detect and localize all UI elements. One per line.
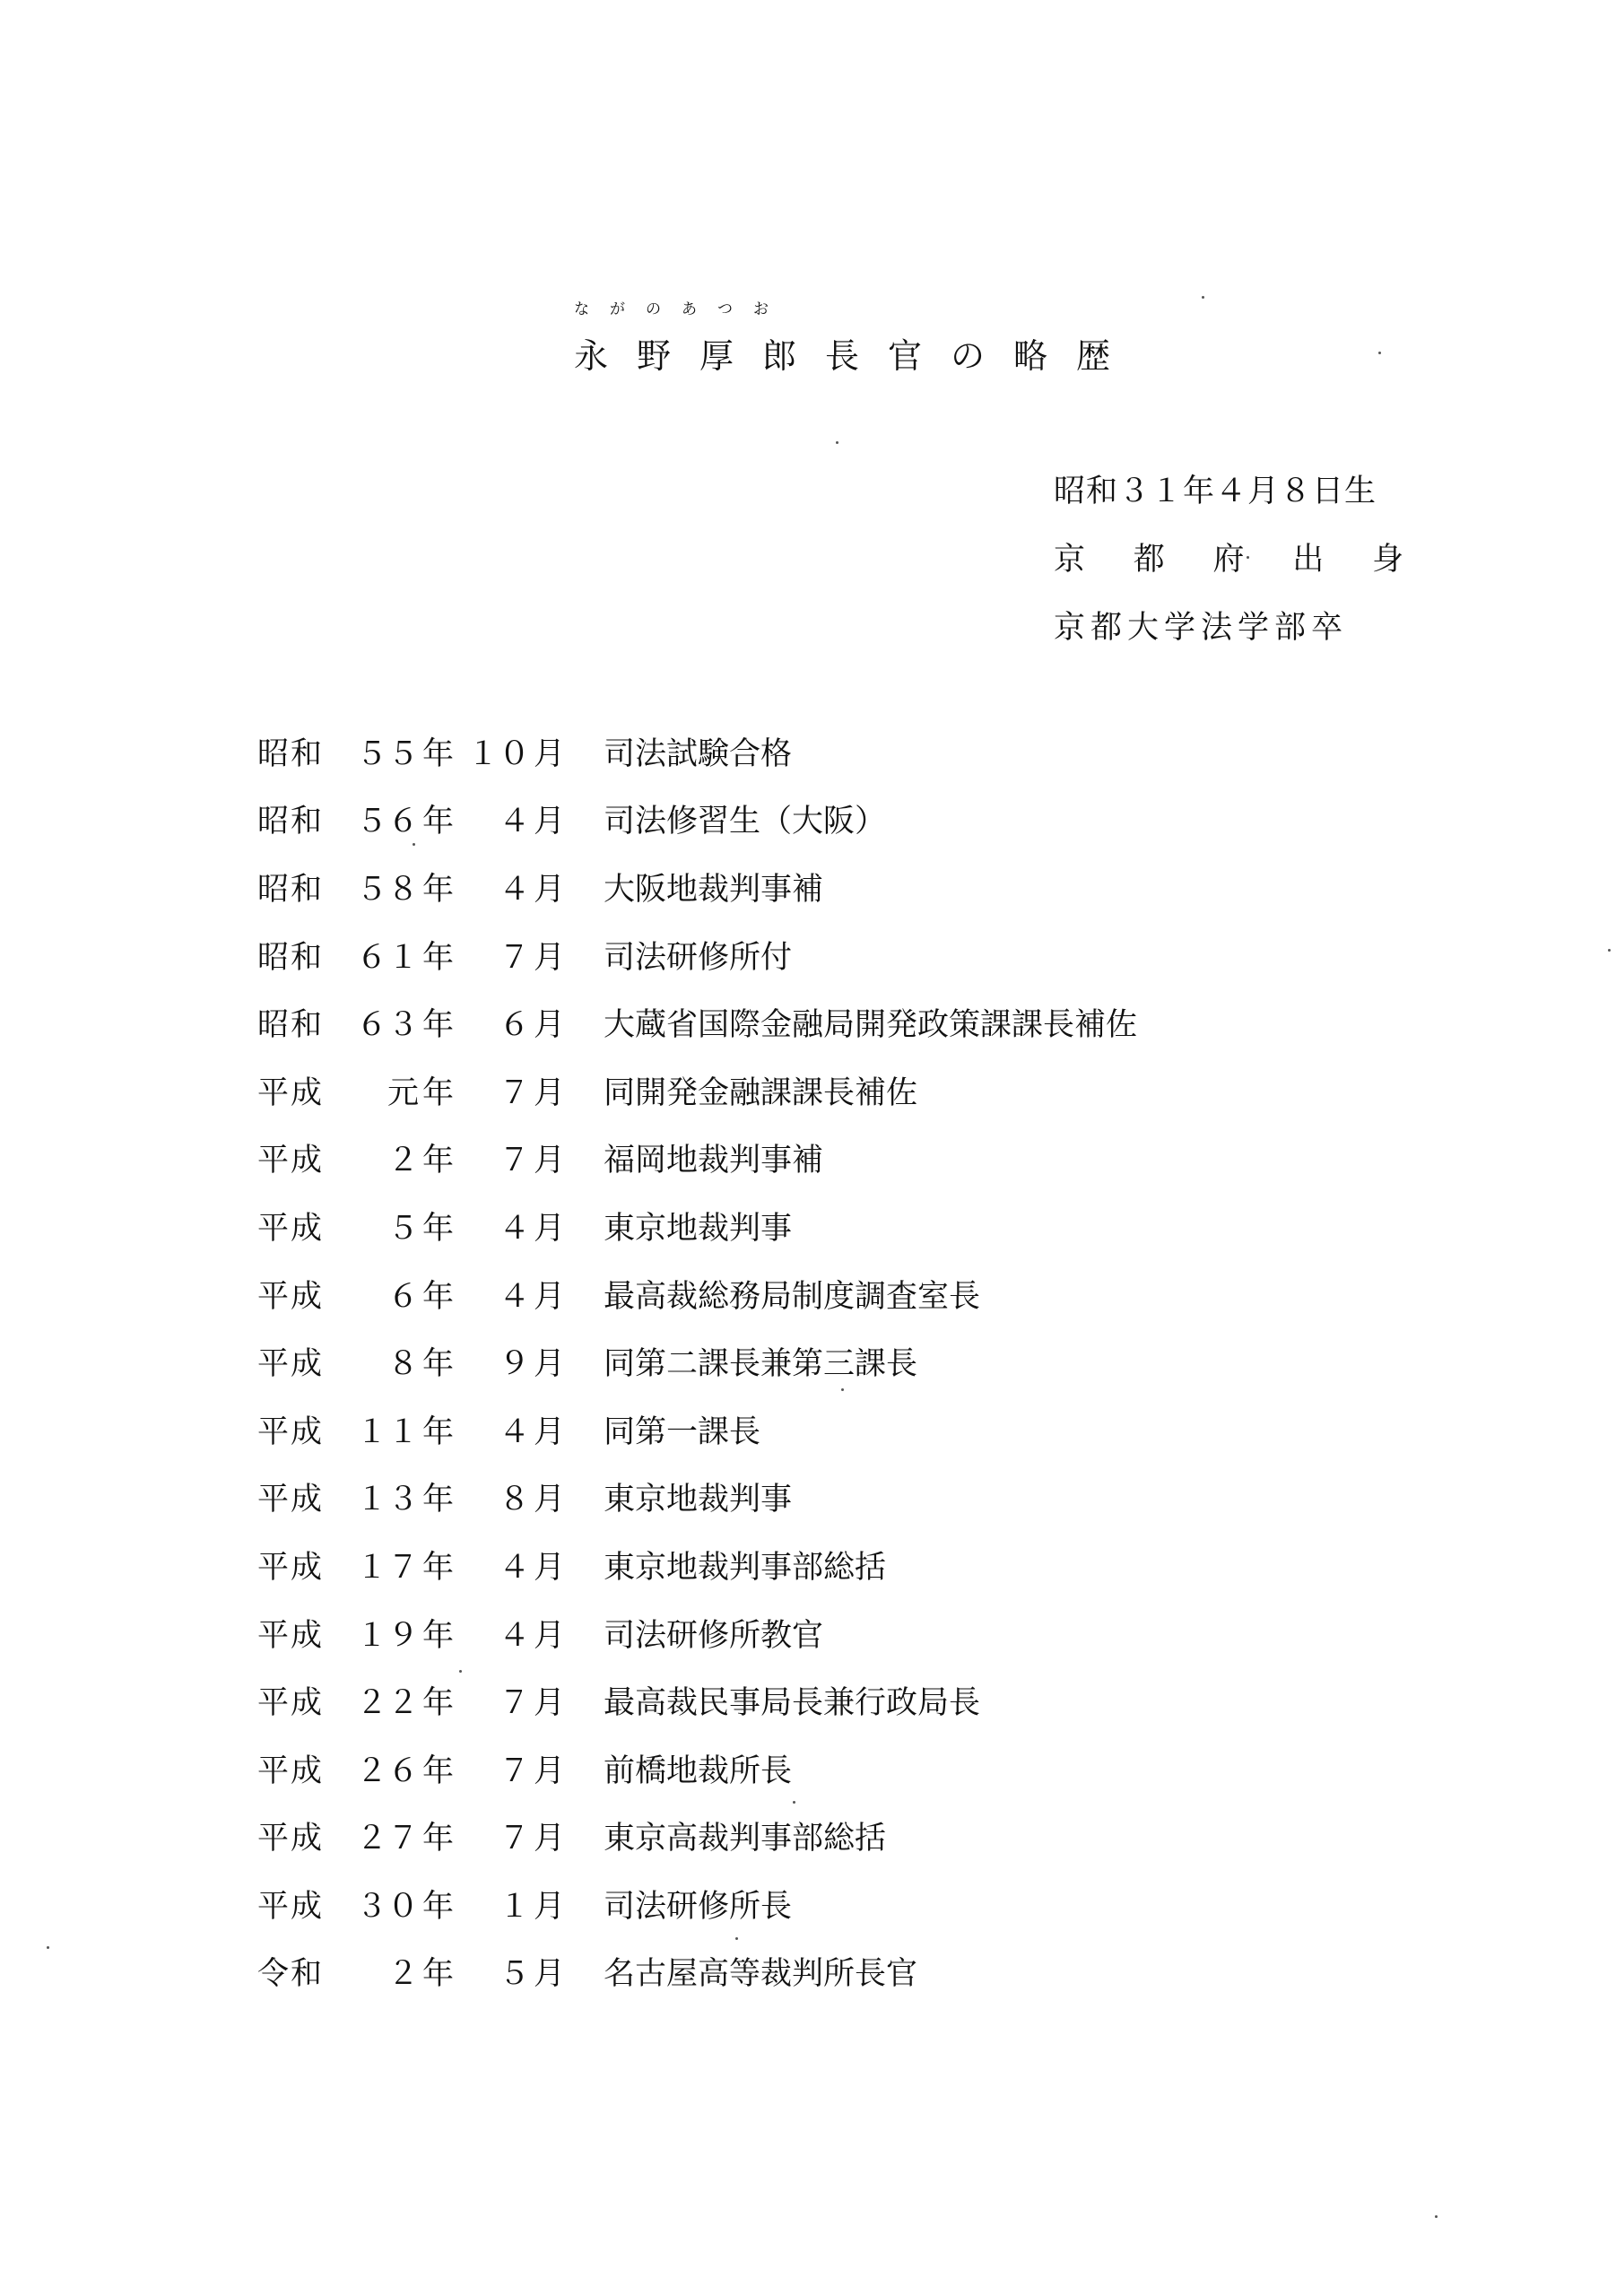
career-row bbox=[257, 1057, 1423, 1125]
career-row bbox=[257, 1260, 1423, 1328]
career-description: 名古屋高等裁判所長官 bbox=[604, 1956, 918, 1993]
scan-speck bbox=[1378, 352, 1381, 354]
career-year: ８ bbox=[387, 1346, 419, 1383]
career-month-unit: 月 bbox=[534, 1007, 566, 1044]
hometown-char: 出 bbox=[1292, 542, 1325, 578]
career-era: 平成 bbox=[257, 1888, 325, 1925]
career-month-unit: 月 bbox=[534, 939, 566, 976]
career-row bbox=[257, 1327, 1423, 1396]
career-description: 東京地裁判事部総括 bbox=[604, 1549, 887, 1586]
career-description: 同第二課長兼第三課長 bbox=[604, 1346, 918, 1383]
career-month: ４ bbox=[498, 1549, 530, 1586]
career-month-unit: 月 bbox=[534, 1617, 566, 1654]
career-row bbox=[257, 718, 1423, 786]
career-year-unit: 年 bbox=[422, 1007, 455, 1044]
career-year: ６ bbox=[387, 1278, 419, 1315]
scan-speck bbox=[1608, 949, 1611, 952]
career-year-unit: 年 bbox=[422, 1821, 455, 1857]
career-month: ７ bbox=[498, 939, 530, 976]
career-year-unit: 年 bbox=[422, 1617, 455, 1654]
career-year-unit: 年 bbox=[422, 1210, 455, 1247]
career-month: ４ bbox=[498, 804, 530, 840]
career-year: ６１ bbox=[356, 939, 420, 976]
career-description: 東京地裁判事 bbox=[604, 1482, 793, 1518]
career-month: ７ bbox=[498, 1074, 530, 1111]
career-era: 昭和 bbox=[257, 735, 325, 772]
career-year: ２７ bbox=[356, 1821, 420, 1857]
scan-speck bbox=[1202, 296, 1204, 299]
career-month: ４ bbox=[498, 1278, 530, 1315]
career-year-unit: 年 bbox=[422, 1685, 455, 1722]
career-month-unit: 月 bbox=[534, 1956, 566, 1993]
career-era: 平成 bbox=[257, 1278, 325, 1315]
career-month: ９ bbox=[498, 1346, 530, 1383]
career-month: ４ bbox=[498, 1413, 530, 1450]
career-description: 司法研修所教官 bbox=[604, 1617, 824, 1654]
career-description: 司法研修所付 bbox=[604, 939, 793, 976]
career-month-unit: 月 bbox=[534, 1549, 566, 1586]
career-row bbox=[257, 988, 1423, 1057]
career-year-unit: 年 bbox=[422, 804, 455, 840]
scan-speck bbox=[1435, 2215, 1438, 2218]
career-era: 平成 bbox=[257, 1210, 325, 1247]
career-description: 大阪地裁判事補 bbox=[604, 871, 824, 908]
career-month-unit: 月 bbox=[534, 1278, 566, 1315]
career-row bbox=[257, 853, 1423, 921]
career-month-unit: 月 bbox=[534, 871, 566, 908]
birth-date: 昭和３１年４月８日生 bbox=[1054, 474, 1377, 509]
career-year-unit: 年 bbox=[422, 1278, 455, 1315]
career-month-unit: 月 bbox=[534, 1210, 566, 1247]
career-year-unit: 年 bbox=[422, 1482, 455, 1518]
career-month: ７ bbox=[498, 1752, 530, 1789]
career-month-unit: 月 bbox=[534, 1346, 566, 1383]
career-row bbox=[257, 786, 1423, 854]
career-year: １７ bbox=[356, 1549, 420, 1586]
education: 京都大学法学部卒 bbox=[1054, 610, 1349, 646]
hometown-char: 都 bbox=[1133, 542, 1165, 578]
career-year-unit: 年 bbox=[422, 871, 455, 908]
career-era: 平成 bbox=[257, 1346, 325, 1383]
career-year: ５８ bbox=[356, 871, 420, 908]
career-year-unit: 年 bbox=[422, 1413, 455, 1450]
career-description: 福岡地裁判事補 bbox=[604, 1143, 824, 1179]
career-year-unit: 年 bbox=[422, 1549, 455, 1586]
title-ruby: ながのあつお bbox=[574, 300, 789, 318]
career-era: 平成 bbox=[257, 1685, 325, 1722]
career-era: 平成 bbox=[257, 1074, 325, 1111]
career-description: 東京地裁判事 bbox=[604, 1210, 793, 1247]
career-row bbox=[257, 1125, 1423, 1193]
scan-speck bbox=[836, 441, 838, 444]
career-year-unit: 年 bbox=[422, 939, 455, 976]
career-row bbox=[257, 1803, 1423, 1871]
career-row bbox=[257, 1870, 1423, 1938]
career-year: １９ bbox=[356, 1617, 420, 1654]
career-year: ２６ bbox=[356, 1752, 420, 1789]
career-month: ４ bbox=[498, 1617, 530, 1654]
career-month-unit: 月 bbox=[534, 1888, 566, 1925]
career-month: ８ bbox=[498, 1482, 530, 1518]
career-month-unit: 月 bbox=[534, 804, 566, 840]
career-year: １１ bbox=[356, 1413, 420, 1450]
scan-speck bbox=[793, 1801, 795, 1804]
career-description: 同第一課長 bbox=[604, 1413, 761, 1450]
career-year-unit: 年 bbox=[422, 1956, 455, 1993]
career-year-unit: 年 bbox=[422, 1346, 455, 1383]
career-year: ５６ bbox=[356, 804, 420, 840]
hometown-char: 府 bbox=[1212, 542, 1245, 578]
career-era: 平成 bbox=[257, 1821, 325, 1857]
scan-speck bbox=[841, 1388, 844, 1391]
career-row bbox=[257, 1531, 1423, 1599]
career-month: ７ bbox=[498, 1821, 530, 1857]
career-month: ５ bbox=[498, 1956, 530, 1993]
career-month: ４ bbox=[498, 1210, 530, 1247]
career-era: 平成 bbox=[257, 1752, 325, 1789]
career-year: ６３ bbox=[356, 1007, 420, 1044]
career-row bbox=[257, 1938, 1423, 2006]
scan-speck bbox=[459, 1670, 462, 1673]
career-month: １ bbox=[498, 1888, 530, 1925]
scan-speck bbox=[47, 1946, 49, 1949]
hometown bbox=[1054, 526, 1403, 594]
career-era: 昭和 bbox=[257, 871, 325, 908]
career-month-unit: 月 bbox=[534, 1752, 566, 1789]
career-description: 司法試験合格 bbox=[604, 735, 793, 772]
scan-speck bbox=[735, 1937, 738, 1940]
hometown-char: 身 bbox=[1371, 542, 1403, 578]
career-era: 昭和 bbox=[257, 939, 325, 976]
career-year-unit: 年 bbox=[422, 1752, 455, 1789]
scan-speck bbox=[1247, 556, 1249, 559]
career-description: 司法研修所長 bbox=[604, 1888, 793, 1925]
career-year-unit: 年 bbox=[422, 735, 455, 772]
career-description: 最高裁民事局長兼行政局長 bbox=[604, 1685, 981, 1722]
career-year: ５ bbox=[387, 1210, 419, 1247]
career-month-unit: 月 bbox=[534, 1413, 566, 1450]
career-era: 昭和 bbox=[257, 804, 325, 840]
career-year: ２ bbox=[387, 1143, 419, 1179]
career-row bbox=[257, 921, 1423, 989]
career-month-unit: 月 bbox=[534, 735, 566, 772]
career-year: ２ bbox=[387, 1956, 419, 1993]
hometown-char: 京 bbox=[1054, 542, 1086, 578]
career-year: ５５ bbox=[356, 735, 420, 772]
career-row bbox=[257, 1666, 1423, 1735]
career-year: ３０ bbox=[356, 1888, 420, 1925]
career-description: 司法修習生（大阪） bbox=[604, 804, 887, 840]
career-row bbox=[257, 1396, 1423, 1464]
career-year-unit: 年 bbox=[422, 1888, 455, 1925]
career-list bbox=[257, 718, 1423, 2005]
career-era: 平成 bbox=[257, 1617, 325, 1654]
career-description: 大蔵省国際金融局開発政策課課長補佐 bbox=[604, 1007, 1138, 1044]
career-year: １３ bbox=[356, 1482, 420, 1518]
career-month: ４ bbox=[498, 871, 530, 908]
career-month-unit: 月 bbox=[534, 1685, 566, 1722]
career-era: 平成 bbox=[257, 1143, 325, 1179]
career-month-unit: 月 bbox=[534, 1821, 566, 1857]
career-year-unit: 年 bbox=[422, 1143, 455, 1179]
career-era: 平成 bbox=[257, 1482, 325, 1518]
career-row bbox=[257, 1464, 1423, 1532]
career-month: ６ bbox=[498, 1007, 530, 1044]
career-row bbox=[257, 1192, 1423, 1260]
career-era: 令和 bbox=[257, 1956, 325, 1993]
career-row bbox=[257, 1599, 1423, 1667]
career-row bbox=[257, 1735, 1423, 1803]
career-month-unit: 月 bbox=[534, 1482, 566, 1518]
career-month: １０ bbox=[466, 735, 530, 772]
career-month-unit: 月 bbox=[534, 1074, 566, 1111]
document-title: 永野厚郎長官の略歴 bbox=[574, 336, 1140, 376]
career-description: 前橋地裁所長 bbox=[604, 1752, 793, 1789]
scan-speck bbox=[413, 843, 415, 846]
career-year: ２２ bbox=[356, 1685, 420, 1722]
career-month: ７ bbox=[498, 1143, 530, 1179]
career-era: 平成 bbox=[257, 1413, 325, 1450]
career-description: 最高裁総務局制度調査室長 bbox=[604, 1278, 981, 1315]
career-description: 同開発金融課課長補佐 bbox=[604, 1074, 918, 1111]
career-year: 元 bbox=[387, 1074, 419, 1111]
career-month: ７ bbox=[498, 1685, 530, 1722]
career-era: 平成 bbox=[257, 1549, 325, 1586]
career-month-unit: 月 bbox=[534, 1143, 566, 1179]
profile-block bbox=[1054, 457, 1412, 662]
career-era: 昭和 bbox=[257, 1007, 325, 1044]
career-year-unit: 年 bbox=[422, 1074, 455, 1111]
career-description: 東京高裁判事部総括 bbox=[604, 1821, 887, 1857]
